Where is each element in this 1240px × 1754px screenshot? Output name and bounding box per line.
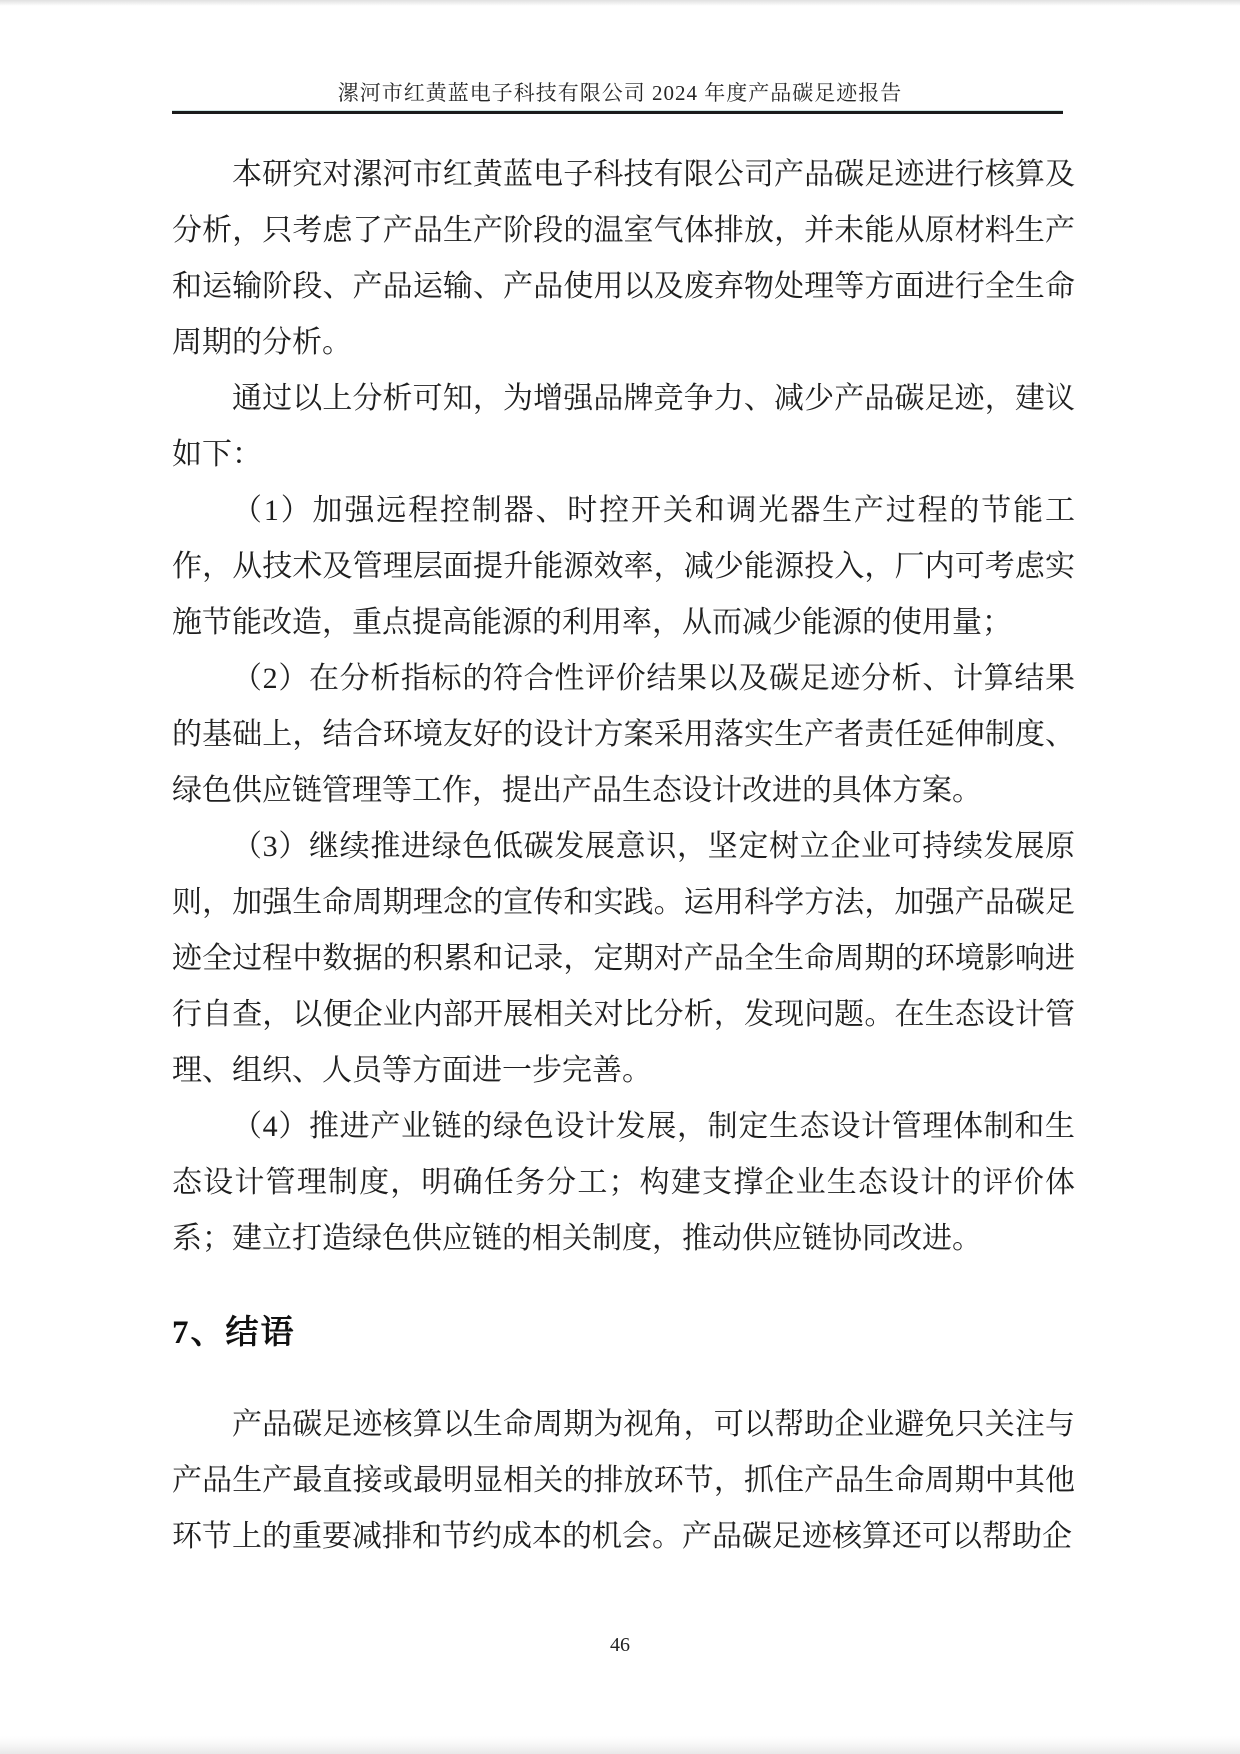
page-number: 46: [610, 1634, 630, 1656]
header-rule: [172, 111, 1063, 114]
document-body: [172, 147, 1075, 1267]
paragraph-conclusion: 产品碳足迹核算以生命周期为视角，可以帮助企业避免只关注与产品生产最直接或最明显相关的排放环节，抓住产品生命周期中其他环节上的重要减排和节约成本的机会。产品碳足迹核算还可以帮助企: [172, 1408, 1075, 1553]
section-heading-conclusion: 7、结语: [172, 1315, 296, 1351]
paragraph-suggestion-4: （4）推进产业链的绿色设计发展，制定生态设计管理体制和生态设计管理制度，明确任务分工；构建支撑企业生态设计的评价体系；建立打造绿色供应链的相关制度，推动供应链协同改进。: [172, 1110, 1075, 1255]
conclusion-body: [172, 1397, 1075, 1565]
paragraph-suggestion-1: （1）加强远程控制器、时控开关和调光器生产过程的节能工作，从技术及管理层面提升能源效率，减少能源投入，厂内可考虑实施节能改造，重点提高能源的利用率，从而减少能源的使用量；: [172, 494, 1075, 639]
paragraph-suggestions-intro: 通过以上分析可知，为增强品牌竞争力、减少产品碳足迹，建议如下：: [172, 382, 1075, 471]
paragraph-suggestion-3: （3）继续推进绿色低碳发展意识，坚定树立企业可持续发展原则，加强生命周期理念的宣传和实践。运用科学方法，加强产品碳足迹全过程中数据的积累和记录，定期对产品全生命周期的环境影响进行自查，以便企业内部开展相关对比分析，发现问题。在生态设计管理、组织、人员等方面进一步完善。: [172, 830, 1075, 1087]
paragraph-summary: 本研究对漯河市红黄蓝电子科技有限公司产品碳足迹进行核算及分析，只考虑了产品生产阶段的温室气体排放，并未能从原材料生产和运输阶段、产品运输、产品使用以及废弃物处理等方面进行全生命周期的分析。: [172, 158, 1075, 359]
scan-artifact-top-edge: [0, 0, 1240, 6]
scan-artifact-bottom-edge: [0, 1736, 1240, 1754]
running-header-title: 漯河市红黄蓝电子科技有限公司 2024 年度产品碳足迹报告: [337, 81, 903, 105]
paragraph-suggestion-2: （2）在分析指标的符合性评价结果以及碳足迹分析、计算结果的基础上，结合环境友好的设计方案采用落实生产者责任延伸制度、绿色供应链管理等工作，提出产品生态设计改进的具体方案。: [172, 662, 1075, 807]
